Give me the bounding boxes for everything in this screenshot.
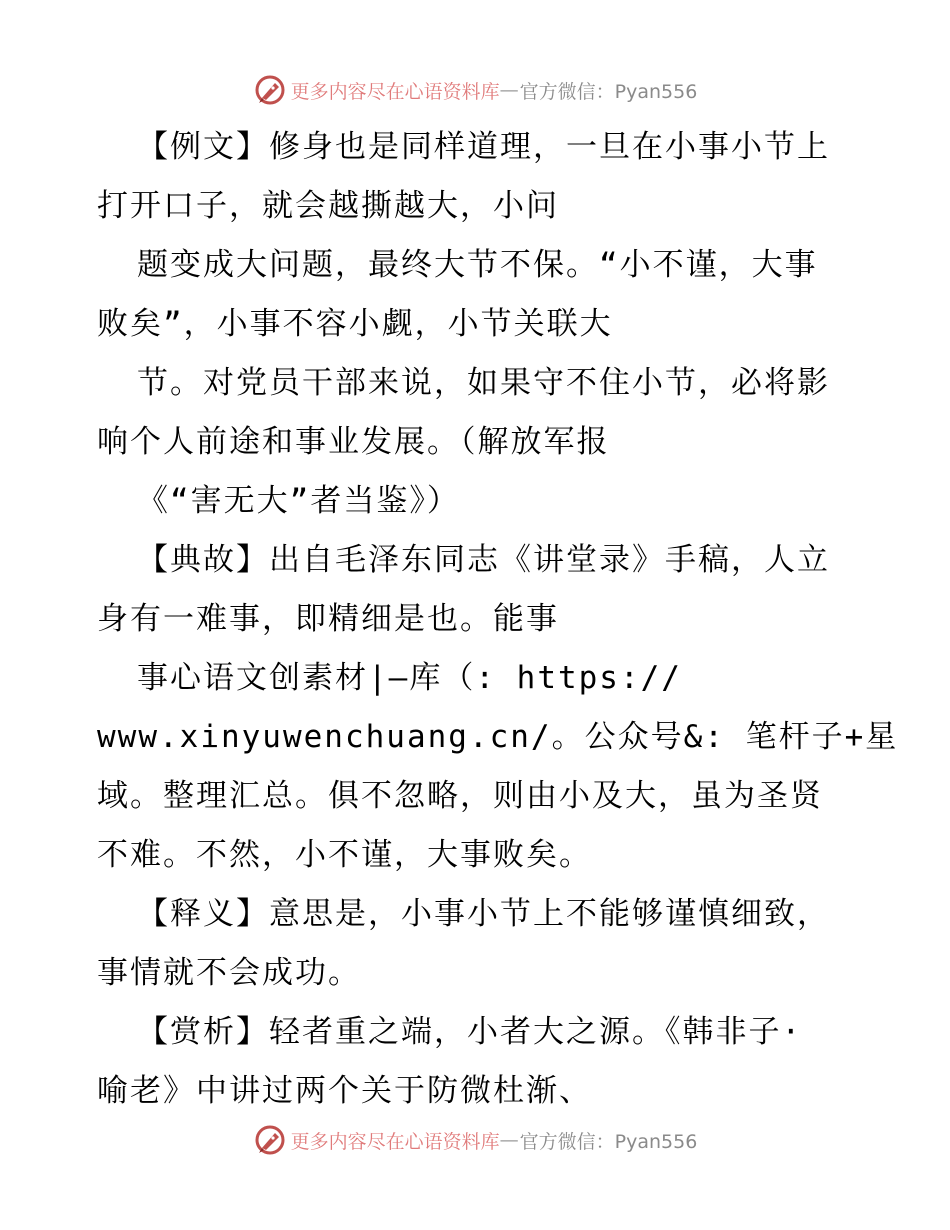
text-line: 《“害无大”者当鉴》）	[137, 483, 460, 519]
document-body	[97, 118, 899, 1121]
text-line: 【例文】修身也是同样道理，一旦在小事小节上	[137, 129, 830, 165]
banner-separator: —	[499, 79, 520, 101]
banner-separator: —	[499, 1129, 520, 1151]
text-line: 喻老》中讲过两个关于防微杜渐、	[97, 1073, 592, 1109]
footer-banner	[0, 1120, 950, 1160]
text-line: 响个人前途和事业发展。（解放军报	[97, 424, 610, 460]
text-line: 【赏析】轻者重之端，小者大之源。《韩非子·	[137, 1014, 803, 1050]
text-line: 节。对党员干部来说，如果守不住小节，必将影	[137, 365, 830, 401]
text-line: 打开口子，就会越撕越大，小问	[97, 188, 559, 224]
text-line: 身有一难事，即精细是也。能事	[97, 601, 559, 637]
text-line: 事情就不会成功。	[97, 955, 361, 991]
text-line: 题变成大问题，最终大节不保。“小不谨，大事	[137, 247, 818, 283]
text-line: 事心语文创素材|—库（: https://	[137, 660, 682, 696]
banner-title: 更多内容尽在心语资料库	[290, 80, 500, 103]
text-line: www.xinyuwenchuang.cn/。公众号&: 笔杆子+星	[97, 719, 899, 755]
banner-wechat: 官方微信：Pyan556	[519, 80, 698, 103]
text-line: 域。整理汇总。俱不忽略，则由小及大，虽为圣贤	[97, 778, 823, 814]
header-banner	[0, 70, 950, 110]
text-line: 败矣”，小事不容小觑，小节关联大	[97, 306, 613, 342]
banner-title: 更多内容尽在心语资料库	[290, 1130, 500, 1153]
pen-nib-logo-icon	[253, 73, 287, 107]
pen-nib-logo-icon	[253, 1123, 287, 1157]
text-line: 【释义】意思是，小事小节上不能够谨慎细致，	[137, 896, 830, 932]
text-line: 【典故】出自毛泽东同志《讲堂录》手稿，人立	[137, 542, 830, 578]
text-line: 不难。不然，小不谨，大事败矣。	[97, 837, 592, 873]
banner-wechat: 官方微信：Pyan556	[519, 1130, 698, 1153]
